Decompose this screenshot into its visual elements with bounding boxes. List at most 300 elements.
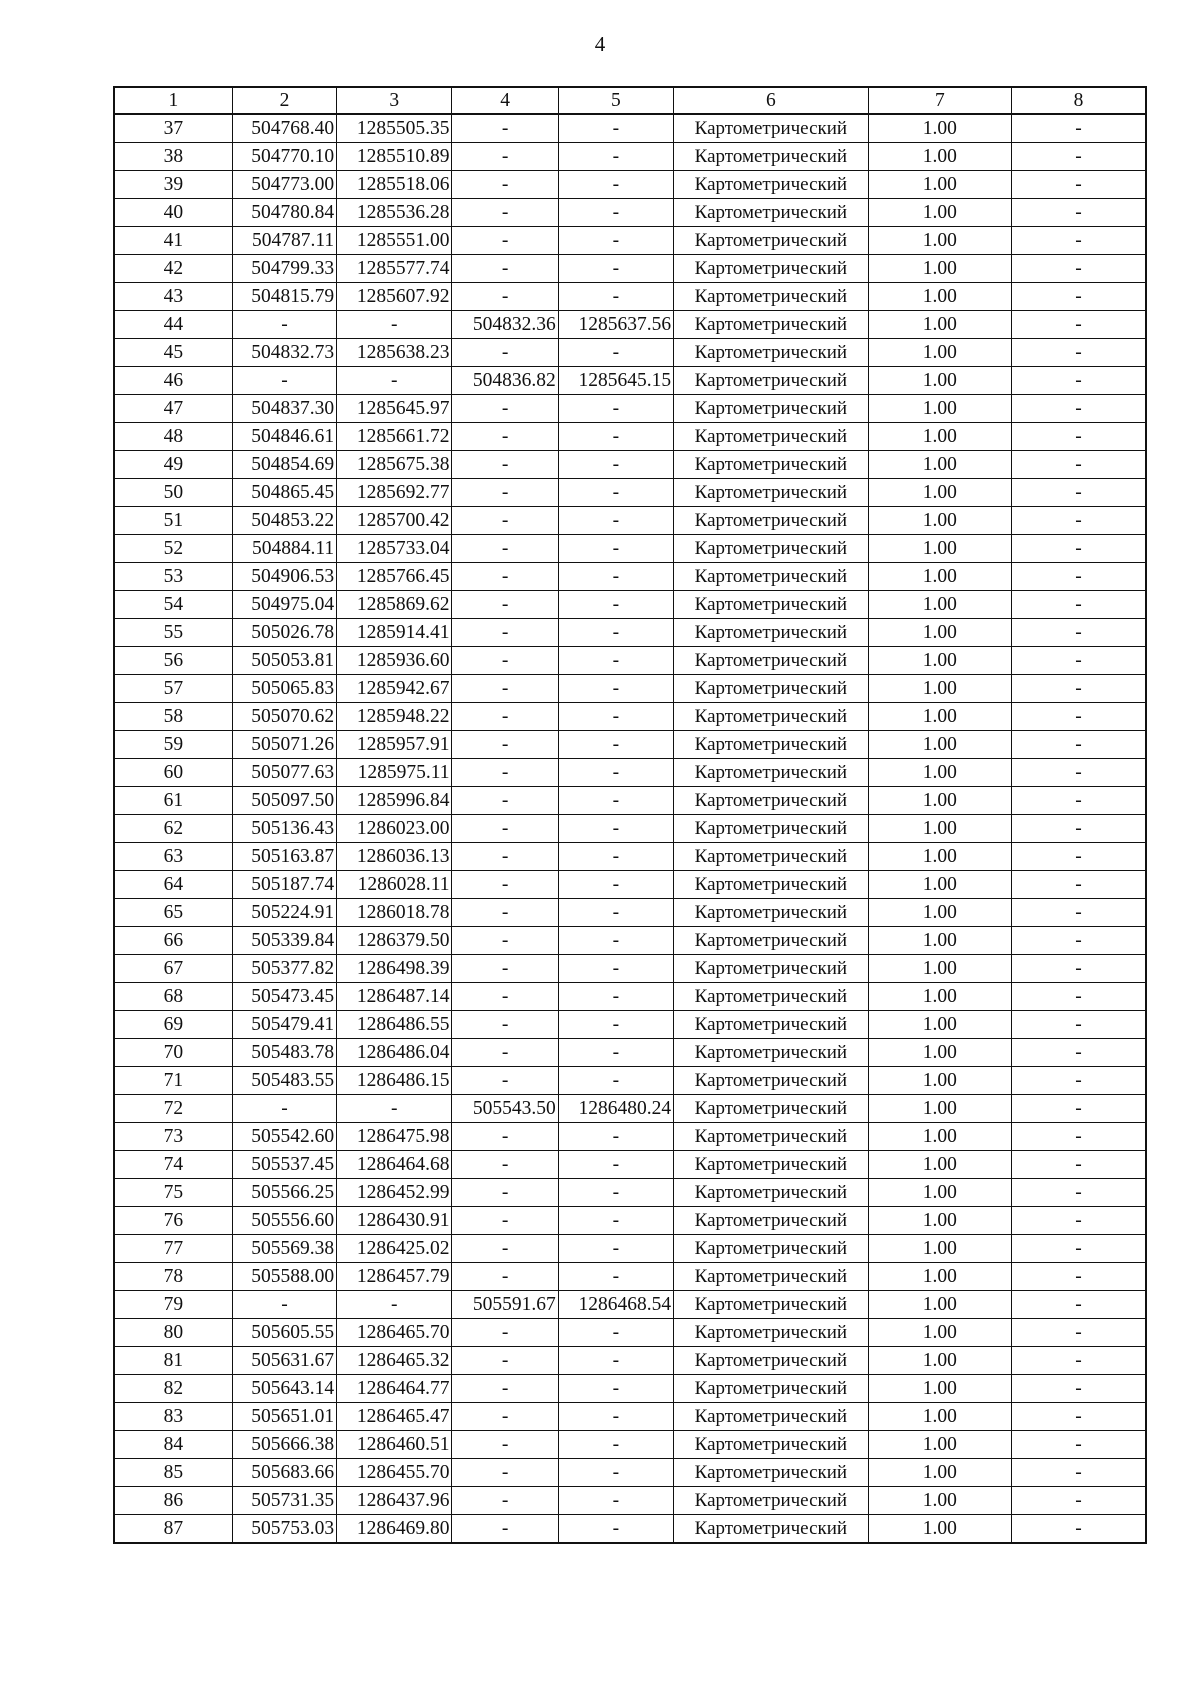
- y-coordinate-cell: 1285551.00: [337, 227, 452, 255]
- coordinates-table: [113, 86, 1147, 1544]
- y-coordinate-cell: 1285518.06: [337, 171, 452, 199]
- x-coordinate-cell: 505537.45: [232, 1151, 336, 1179]
- table-row: [114, 1263, 1146, 1291]
- x-new-coordinate-cell: -: [452, 1123, 558, 1151]
- x-coordinate-cell: -: [232, 311, 336, 339]
- y-new-coordinate-cell: -: [558, 535, 673, 563]
- y-coordinate-cell: 1286018.78: [337, 899, 452, 927]
- y-new-coordinate-cell: -: [558, 451, 673, 479]
- column-header: 5: [558, 87, 673, 114]
- x-coordinate-cell: 505483.78: [232, 1039, 336, 1067]
- point-number-cell: 63: [114, 843, 232, 871]
- accuracy-cell: 1.00: [868, 367, 1011, 395]
- point-number-cell: 61: [114, 787, 232, 815]
- y-new-coordinate-cell: -: [558, 703, 673, 731]
- table-row: [114, 591, 1146, 619]
- accuracy-cell: 1.00: [868, 731, 1011, 759]
- y-new-coordinate-cell: -: [558, 899, 673, 927]
- method-cell: Картометрический: [674, 787, 869, 815]
- point-number-cell: 72: [114, 1095, 232, 1123]
- x-new-coordinate-cell: -: [452, 843, 558, 871]
- method-cell: Картометрический: [674, 759, 869, 787]
- description-cell: -: [1012, 731, 1146, 759]
- x-coordinate-cell: 504853.22: [232, 507, 336, 535]
- accuracy-cell: 1.00: [868, 114, 1011, 143]
- accuracy-cell: 1.00: [868, 787, 1011, 815]
- x-new-coordinate-cell: -: [452, 479, 558, 507]
- x-new-coordinate-cell: -: [452, 1179, 558, 1207]
- x-coordinate-cell: -: [232, 1095, 336, 1123]
- accuracy-cell: 1.00: [868, 1179, 1011, 1207]
- x-coordinate-cell: 505542.60: [232, 1123, 336, 1151]
- x-coordinate-cell: 505651.01: [232, 1403, 336, 1431]
- description-cell: -: [1012, 1375, 1146, 1403]
- point-number-cell: 78: [114, 1263, 232, 1291]
- method-cell: Картометрический: [674, 367, 869, 395]
- point-number-cell: 39: [114, 171, 232, 199]
- page-number: 4: [594, 32, 606, 56]
- description-cell: -: [1012, 114, 1146, 143]
- accuracy-cell: 1.00: [868, 507, 1011, 535]
- x-new-coordinate-cell: -: [452, 199, 558, 227]
- y-new-coordinate-cell: -: [558, 787, 673, 815]
- point-number-cell: 50: [114, 479, 232, 507]
- x-new-coordinate-cell: -: [452, 1347, 558, 1375]
- x-new-coordinate-cell: -: [452, 899, 558, 927]
- y-new-coordinate-cell: -: [558, 591, 673, 619]
- table-header-row: [114, 87, 1146, 114]
- point-number-cell: 64: [114, 871, 232, 899]
- description-cell: -: [1012, 899, 1146, 927]
- x-new-coordinate-cell: -: [452, 563, 558, 591]
- y-coordinate-cell: 1286486.15: [337, 1067, 452, 1095]
- x-new-coordinate-cell: -: [452, 619, 558, 647]
- table-row: [114, 1403, 1146, 1431]
- method-cell: Картометрический: [674, 283, 869, 311]
- x-coordinate-cell: 505566.25: [232, 1179, 336, 1207]
- method-cell: Картометрический: [674, 843, 869, 871]
- y-new-coordinate-cell: -: [558, 1515, 673, 1544]
- accuracy-cell: 1.00: [868, 843, 1011, 871]
- description-cell: -: [1012, 1235, 1146, 1263]
- table-row: [114, 479, 1146, 507]
- method-cell: Картометрический: [674, 423, 869, 451]
- x-coordinate-cell: 504768.40: [232, 114, 336, 143]
- method-cell: Картометрический: [674, 1235, 869, 1263]
- y-coordinate-cell: 1286487.14: [337, 983, 452, 1011]
- description-cell: -: [1012, 871, 1146, 899]
- y-coordinate-cell: 1285661.72: [337, 423, 452, 451]
- table-row: [114, 843, 1146, 871]
- method-cell: Картометрический: [674, 1459, 869, 1487]
- x-coordinate-cell: 504854.69: [232, 451, 336, 479]
- point-number-cell: 42: [114, 255, 232, 283]
- y-new-coordinate-cell: -: [558, 1431, 673, 1459]
- y-new-coordinate-cell: -: [558, 1179, 673, 1207]
- y-new-coordinate-cell: -: [558, 1263, 673, 1291]
- point-number-cell: 46: [114, 367, 232, 395]
- y-coordinate-cell: -: [337, 367, 452, 395]
- point-number-cell: 73: [114, 1123, 232, 1151]
- x-new-coordinate-cell: -: [452, 1375, 558, 1403]
- method-cell: Картометрический: [674, 675, 869, 703]
- method-cell: Картометрический: [674, 1095, 869, 1123]
- table-row: [114, 143, 1146, 171]
- x-coordinate-cell: 505605.55: [232, 1319, 336, 1347]
- description-cell: -: [1012, 1347, 1146, 1375]
- table-row: [114, 759, 1146, 787]
- y-coordinate-cell: 1286452.99: [337, 1179, 452, 1207]
- method-cell: Картометрический: [674, 114, 869, 143]
- y-coordinate-cell: 1286475.98: [337, 1123, 452, 1151]
- method-cell: Картометрический: [674, 1375, 869, 1403]
- y-coordinate-cell: 1286465.47: [337, 1403, 452, 1431]
- description-cell: -: [1012, 591, 1146, 619]
- point-number-cell: 66: [114, 927, 232, 955]
- table-row: [114, 1011, 1146, 1039]
- point-number-cell: 81: [114, 1347, 232, 1375]
- x-new-coordinate-cell: -: [452, 507, 558, 535]
- x-new-coordinate-cell: -: [452, 871, 558, 899]
- accuracy-cell: 1.00: [868, 227, 1011, 255]
- description-cell: -: [1012, 759, 1146, 787]
- method-cell: Картометрический: [674, 143, 869, 171]
- accuracy-cell: 1.00: [868, 1459, 1011, 1487]
- point-number-cell: 70: [114, 1039, 232, 1067]
- x-new-coordinate-cell: -: [452, 339, 558, 367]
- x-coordinate-cell: 505026.78: [232, 619, 336, 647]
- description-cell: -: [1012, 1459, 1146, 1487]
- table-row: [114, 899, 1146, 927]
- description-cell: -: [1012, 787, 1146, 815]
- table-row: [114, 367, 1146, 395]
- y-coordinate-cell: 1285638.23: [337, 339, 452, 367]
- accuracy-cell: 1.00: [868, 311, 1011, 339]
- x-new-coordinate-cell: 504832.36: [452, 311, 558, 339]
- y-coordinate-cell: 1285577.74: [337, 255, 452, 283]
- x-new-coordinate-cell: -: [452, 283, 558, 311]
- x-coordinate-cell: 505339.84: [232, 927, 336, 955]
- description-cell: -: [1012, 171, 1146, 199]
- description-cell: -: [1012, 1487, 1146, 1515]
- y-new-coordinate-cell: -: [558, 675, 673, 703]
- method-cell: Картометрический: [674, 1291, 869, 1319]
- point-number-cell: 75: [114, 1179, 232, 1207]
- y-new-coordinate-cell: 1285637.56: [558, 311, 673, 339]
- description-cell: -: [1012, 1067, 1146, 1095]
- point-number-cell: 54: [114, 591, 232, 619]
- table-row: [114, 871, 1146, 899]
- accuracy-cell: 1.00: [868, 955, 1011, 983]
- x-new-coordinate-cell: -: [452, 227, 558, 255]
- accuracy-cell: 1.00: [868, 1207, 1011, 1235]
- accuracy-cell: 1.00: [868, 1347, 1011, 1375]
- point-number-cell: 48: [114, 423, 232, 451]
- table-row: [114, 1291, 1146, 1319]
- x-coordinate-cell: 504770.10: [232, 143, 336, 171]
- x-new-coordinate-cell: -: [452, 1207, 558, 1235]
- point-number-cell: 41: [114, 227, 232, 255]
- x-coordinate-cell: 504832.73: [232, 339, 336, 367]
- x-new-coordinate-cell: -: [452, 395, 558, 423]
- method-cell: Картометрический: [674, 1011, 869, 1039]
- method-cell: Картометрический: [674, 535, 869, 563]
- point-number-cell: 69: [114, 1011, 232, 1039]
- y-coordinate-cell: 1286498.39: [337, 955, 452, 983]
- accuracy-cell: 1.00: [868, 675, 1011, 703]
- y-coordinate-cell: 1286455.70: [337, 1459, 452, 1487]
- accuracy-cell: 1.00: [868, 1403, 1011, 1431]
- x-new-coordinate-cell: -: [452, 983, 558, 1011]
- y-coordinate-cell: 1285505.35: [337, 114, 452, 143]
- description-cell: -: [1012, 535, 1146, 563]
- y-coordinate-cell: 1285914.41: [337, 619, 452, 647]
- description-cell: -: [1012, 1291, 1146, 1319]
- accuracy-cell: 1.00: [868, 1291, 1011, 1319]
- method-cell: Картометрический: [674, 339, 869, 367]
- point-number-cell: 55: [114, 619, 232, 647]
- x-new-coordinate-cell: -: [452, 423, 558, 451]
- x-coordinate-cell: 505377.82: [232, 955, 336, 983]
- x-new-coordinate-cell: -: [452, 815, 558, 843]
- point-number-cell: 84: [114, 1431, 232, 1459]
- accuracy-cell: 1.00: [868, 1319, 1011, 1347]
- method-cell: Картометрический: [674, 479, 869, 507]
- method-cell: Картометрический: [674, 1179, 869, 1207]
- x-coordinate-cell: 504865.45: [232, 479, 336, 507]
- accuracy-cell: 1.00: [868, 1431, 1011, 1459]
- x-coordinate-cell: 504975.04: [232, 591, 336, 619]
- x-new-coordinate-cell: -: [452, 1515, 558, 1544]
- method-cell: Картометрический: [674, 591, 869, 619]
- x-coordinate-cell: 504906.53: [232, 563, 336, 591]
- y-new-coordinate-cell: -: [558, 815, 673, 843]
- y-new-coordinate-cell: -: [558, 1487, 673, 1515]
- x-coordinate-cell: 505077.63: [232, 759, 336, 787]
- description-cell: -: [1012, 983, 1146, 1011]
- method-cell: Картометрический: [674, 227, 869, 255]
- method-cell: Картометрический: [674, 1123, 869, 1151]
- column-header: 2: [232, 87, 336, 114]
- description-cell: -: [1012, 1403, 1146, 1431]
- accuracy-cell: 1.00: [868, 703, 1011, 731]
- method-cell: Картометрический: [674, 983, 869, 1011]
- x-new-coordinate-cell: -: [452, 731, 558, 759]
- description-cell: -: [1012, 619, 1146, 647]
- y-new-coordinate-cell: 1286480.24: [558, 1095, 673, 1123]
- method-cell: Картометрический: [674, 1207, 869, 1235]
- x-coordinate-cell: 504787.11: [232, 227, 336, 255]
- point-number-cell: 49: [114, 451, 232, 479]
- description-cell: -: [1012, 843, 1146, 871]
- point-number-cell: 86: [114, 1487, 232, 1515]
- table-row: [114, 1207, 1146, 1235]
- table-row: [114, 1123, 1146, 1151]
- point-number-cell: 45: [114, 339, 232, 367]
- table-row: [114, 647, 1146, 675]
- y-new-coordinate-cell: -: [558, 759, 673, 787]
- method-cell: Картометрический: [674, 1347, 869, 1375]
- y-coordinate-cell: 1285607.92: [337, 283, 452, 311]
- x-coordinate-cell: 505163.87: [232, 843, 336, 871]
- description-cell: -: [1012, 1011, 1146, 1039]
- x-coordinate-cell: 504837.30: [232, 395, 336, 423]
- x-coordinate-cell: 505136.43: [232, 815, 336, 843]
- method-cell: Картометрический: [674, 899, 869, 927]
- y-new-coordinate-cell: -: [558, 507, 673, 535]
- description-cell: -: [1012, 1179, 1146, 1207]
- description-cell: -: [1012, 703, 1146, 731]
- table-row: [114, 983, 1146, 1011]
- y-new-coordinate-cell: -: [558, 1011, 673, 1039]
- y-new-coordinate-cell: -: [558, 731, 673, 759]
- description-cell: -: [1012, 339, 1146, 367]
- point-number-cell: 59: [114, 731, 232, 759]
- y-new-coordinate-cell: -: [558, 339, 673, 367]
- table-row: [114, 339, 1146, 367]
- accuracy-cell: 1.00: [868, 283, 1011, 311]
- y-new-coordinate-cell: 1286468.54: [558, 1291, 673, 1319]
- x-coordinate-cell: 504799.33: [232, 255, 336, 283]
- description-cell: -: [1012, 1319, 1146, 1347]
- y-coordinate-cell: 1285536.28: [337, 199, 452, 227]
- table-row: [114, 255, 1146, 283]
- method-cell: Картометрический: [674, 1151, 869, 1179]
- table-row: [114, 1151, 1146, 1179]
- y-coordinate-cell: 1285996.84: [337, 787, 452, 815]
- y-new-coordinate-cell: -: [558, 927, 673, 955]
- point-number-cell: 53: [114, 563, 232, 591]
- description-cell: -: [1012, 479, 1146, 507]
- y-coordinate-cell: 1285936.60: [337, 647, 452, 675]
- point-number-cell: 83: [114, 1403, 232, 1431]
- x-coordinate-cell: 505053.81: [232, 647, 336, 675]
- x-new-coordinate-cell: -: [452, 1459, 558, 1487]
- y-new-coordinate-cell: -: [558, 283, 673, 311]
- x-coordinate-cell: 504846.61: [232, 423, 336, 451]
- method-cell: Картометрический: [674, 1039, 869, 1067]
- table-row: [114, 955, 1146, 983]
- x-new-coordinate-cell: -: [452, 1487, 558, 1515]
- y-coordinate-cell: 1286379.50: [337, 927, 452, 955]
- point-number-cell: 82: [114, 1375, 232, 1403]
- x-new-coordinate-cell: -: [452, 675, 558, 703]
- x-coordinate-cell: 505569.38: [232, 1235, 336, 1263]
- table-row: [114, 1235, 1146, 1263]
- table-row: [114, 395, 1146, 423]
- point-number-cell: 37: [114, 114, 232, 143]
- point-number-cell: 74: [114, 1151, 232, 1179]
- method-cell: Картометрический: [674, 871, 869, 899]
- y-new-coordinate-cell: -: [558, 1123, 673, 1151]
- y-new-coordinate-cell: -: [558, 114, 673, 143]
- x-new-coordinate-cell: -: [452, 143, 558, 171]
- table-row: [114, 507, 1146, 535]
- point-number-cell: 79: [114, 1291, 232, 1319]
- x-coordinate-cell: 505070.62: [232, 703, 336, 731]
- column-header: 3: [337, 87, 452, 114]
- table-row: [114, 283, 1146, 311]
- x-coordinate-cell: 505631.67: [232, 1347, 336, 1375]
- method-cell: Картометрический: [674, 563, 869, 591]
- x-new-coordinate-cell: 505543.50: [452, 1095, 558, 1123]
- y-coordinate-cell: 1286425.02: [337, 1235, 452, 1263]
- y-coordinate-cell: -: [337, 1291, 452, 1319]
- method-cell: Картометрический: [674, 507, 869, 535]
- x-coordinate-cell: 505479.41: [232, 1011, 336, 1039]
- y-new-coordinate-cell: -: [558, 1403, 673, 1431]
- method-cell: Картометрический: [674, 1403, 869, 1431]
- accuracy-cell: 1.00: [868, 591, 1011, 619]
- accuracy-cell: 1.00: [868, 339, 1011, 367]
- method-cell: Картометрический: [674, 1263, 869, 1291]
- table-row: [114, 703, 1146, 731]
- y-new-coordinate-cell: -: [558, 843, 673, 871]
- x-new-coordinate-cell: -: [452, 1151, 558, 1179]
- y-coordinate-cell: 1285942.67: [337, 675, 452, 703]
- point-number-cell: 62: [114, 815, 232, 843]
- method-cell: Картометрический: [674, 1319, 869, 1347]
- x-new-coordinate-cell: -: [452, 647, 558, 675]
- y-coordinate-cell: 1286023.00: [337, 815, 452, 843]
- x-coordinate-cell: 505187.74: [232, 871, 336, 899]
- x-new-coordinate-cell: -: [452, 927, 558, 955]
- y-coordinate-cell: 1286465.70: [337, 1319, 452, 1347]
- description-cell: -: [1012, 1095, 1146, 1123]
- point-number-cell: 85: [114, 1459, 232, 1487]
- column-header: 8: [1012, 87, 1146, 114]
- accuracy-cell: 1.00: [868, 759, 1011, 787]
- column-header: 7: [868, 87, 1011, 114]
- column-header: 6: [674, 87, 869, 114]
- table-row: [114, 731, 1146, 759]
- method-cell: Картометрический: [674, 703, 869, 731]
- y-new-coordinate-cell: -: [558, 479, 673, 507]
- x-coordinate-cell: 504780.84: [232, 199, 336, 227]
- y-coordinate-cell: 1286457.79: [337, 1263, 452, 1291]
- y-new-coordinate-cell: 1285645.15: [558, 367, 673, 395]
- x-coordinate-cell: 505473.45: [232, 983, 336, 1011]
- accuracy-cell: 1.00: [868, 1235, 1011, 1263]
- description-cell: -: [1012, 563, 1146, 591]
- description-cell: -: [1012, 199, 1146, 227]
- y-new-coordinate-cell: -: [558, 423, 673, 451]
- y-coordinate-cell: 1285645.97: [337, 395, 452, 423]
- x-new-coordinate-cell: -: [452, 255, 558, 283]
- description-cell: -: [1012, 1123, 1146, 1151]
- point-number-cell: 65: [114, 899, 232, 927]
- table-row: [114, 423, 1146, 451]
- x-coordinate-cell: 504773.00: [232, 171, 336, 199]
- description-cell: -: [1012, 255, 1146, 283]
- y-new-coordinate-cell: -: [558, 1151, 673, 1179]
- accuracy-cell: 1.00: [868, 1515, 1011, 1544]
- method-cell: Картометрический: [674, 1487, 869, 1515]
- x-new-coordinate-cell: 505591.67: [452, 1291, 558, 1319]
- y-coordinate-cell: 1286437.96: [337, 1487, 452, 1515]
- description-cell: -: [1012, 143, 1146, 171]
- x-new-coordinate-cell: -: [452, 1039, 558, 1067]
- table-row: [114, 114, 1146, 143]
- y-new-coordinate-cell: -: [558, 199, 673, 227]
- x-new-coordinate-cell: -: [452, 759, 558, 787]
- method-cell: Картометрический: [674, 1515, 869, 1544]
- point-number-cell: 52: [114, 535, 232, 563]
- y-new-coordinate-cell: -: [558, 143, 673, 171]
- y-new-coordinate-cell: -: [558, 983, 673, 1011]
- x-new-coordinate-cell: -: [452, 1403, 558, 1431]
- y-coordinate-cell: 1285948.22: [337, 703, 452, 731]
